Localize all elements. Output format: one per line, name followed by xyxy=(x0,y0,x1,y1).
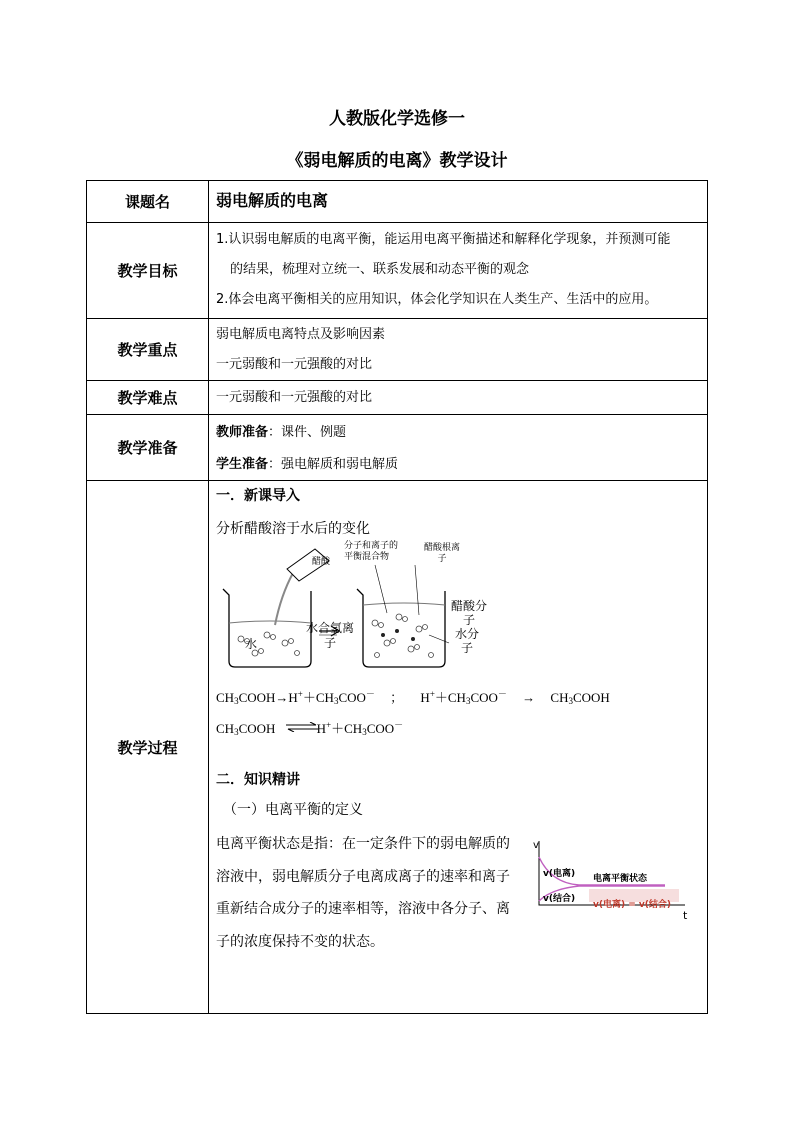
document-subtitle: 《弱电解质的电离》教学设计 xyxy=(286,151,508,171)
label-acid-molecule xyxy=(451,599,487,627)
focus-label: 教学重点 xyxy=(87,319,209,380)
difficulty-line-1: 一元弱酸和一元强酸的对比 xyxy=(216,390,373,405)
label-mixture-2: 平衡混合物 xyxy=(344,552,390,562)
label-mixture-1: 分子和离子的 xyxy=(344,541,399,551)
graph-ionize-label: v(电离) xyxy=(543,869,576,879)
graph-combine-label: v(结合) xyxy=(543,894,576,904)
goal-item-1b: 的结果，梳理对立统一、联系发展和动态平衡的观念 xyxy=(230,262,530,277)
prep-label: 教学准备 xyxy=(87,415,209,480)
reversible-arrow-icon xyxy=(285,722,319,732)
row-process xyxy=(87,481,707,1013)
topic-label: 课题名 xyxy=(87,181,209,222)
label-water-molecule xyxy=(455,627,479,655)
graph-state-label: 电离平衡状态 xyxy=(593,874,648,884)
graph-equal-label: v(电离) = v(结合) xyxy=(593,900,671,910)
difficulty-label: 教学难点 xyxy=(87,381,209,414)
label-acetate-2: 子 xyxy=(437,554,447,564)
label-water-mol-1: 水分 xyxy=(455,627,480,641)
equation-2: $CH_3COOH$ $H^++CH_3COO^-$ xyxy=(216,720,404,737)
label-hydronium-1: 水合氢离 xyxy=(306,621,355,635)
section-1-title: 一．新课导入 xyxy=(216,488,300,504)
section-1-text: 分析醋酸溶于水后的变化 xyxy=(216,521,370,537)
topic-value: 弱电解质的电离 xyxy=(216,191,329,210)
label-acetic-acid: 醋酸 xyxy=(312,557,331,567)
focus-line-1: 弱电解质电离特点及影响因素 xyxy=(216,327,386,342)
document-title: 人教版化学选修一 xyxy=(329,109,465,129)
label-mixture xyxy=(344,541,398,563)
label-water-mol-2: 子 xyxy=(461,641,474,655)
goal-item-1a: 1.认识弱电解质的电离平衡，能运用电离平衡描述和解释化学现象，并预测可能 xyxy=(216,232,671,247)
subsection-1-title: （一）电离平衡的定义 xyxy=(223,802,363,818)
row-focus xyxy=(87,319,707,381)
label-acetate xyxy=(424,543,460,565)
label-hydronium-2: 子 xyxy=(324,636,337,650)
goal-item-2: 2.体会电离平衡相关的应用知识，体会化学知识在人类生产、生活中的应用。 xyxy=(216,292,658,307)
process-label: 教学过程 xyxy=(87,481,209,1013)
lesson-plan-table xyxy=(86,180,708,1014)
label-acetate-1: 醋酸根离 xyxy=(424,543,461,553)
row-topic xyxy=(87,181,707,223)
label-hydronium xyxy=(306,621,354,651)
label-acid-mol-1: 醋酸分 xyxy=(451,599,488,613)
prep-teacher-value: ：课件、例题 xyxy=(268,425,347,440)
prep-teacher-label: 教师准备 xyxy=(216,425,269,440)
label-water: 水 xyxy=(245,637,258,651)
definition-text: 电离平衡状态是指：在一定条件下的弱电解质的 溶液中，弱电解质分子电离成离子的速率和离子 重新结合成分子的速率相等，溶液中各分子、离 子的浓度保持不变的状态。 xyxy=(216,836,510,950)
prep-student-value: ：强电解质和弱电解质 xyxy=(268,457,399,472)
graph-y-axis-label: v xyxy=(533,840,539,851)
equation-1: $CH_3COOH\to H^++CH_3COO^-$ ； $H^++CH_3COO^-$ → $CH_3COOH$ xyxy=(216,689,610,706)
prep-student xyxy=(216,449,707,481)
label-acid-mol-2: 子 xyxy=(463,613,476,627)
row-difficulty xyxy=(87,381,707,415)
section-2-title: 二．知识精讲 xyxy=(216,772,300,788)
graph-x-axis-label: t xyxy=(683,909,688,922)
row-goals xyxy=(87,223,707,319)
row-prep xyxy=(87,415,707,481)
focus-line-2: 一元弱酸和一元强酸的对比 xyxy=(216,357,373,372)
prep-student-label: 学生准备 xyxy=(216,457,269,472)
prep-teacher xyxy=(216,417,707,449)
goals-label: 教学目标 xyxy=(87,223,209,318)
